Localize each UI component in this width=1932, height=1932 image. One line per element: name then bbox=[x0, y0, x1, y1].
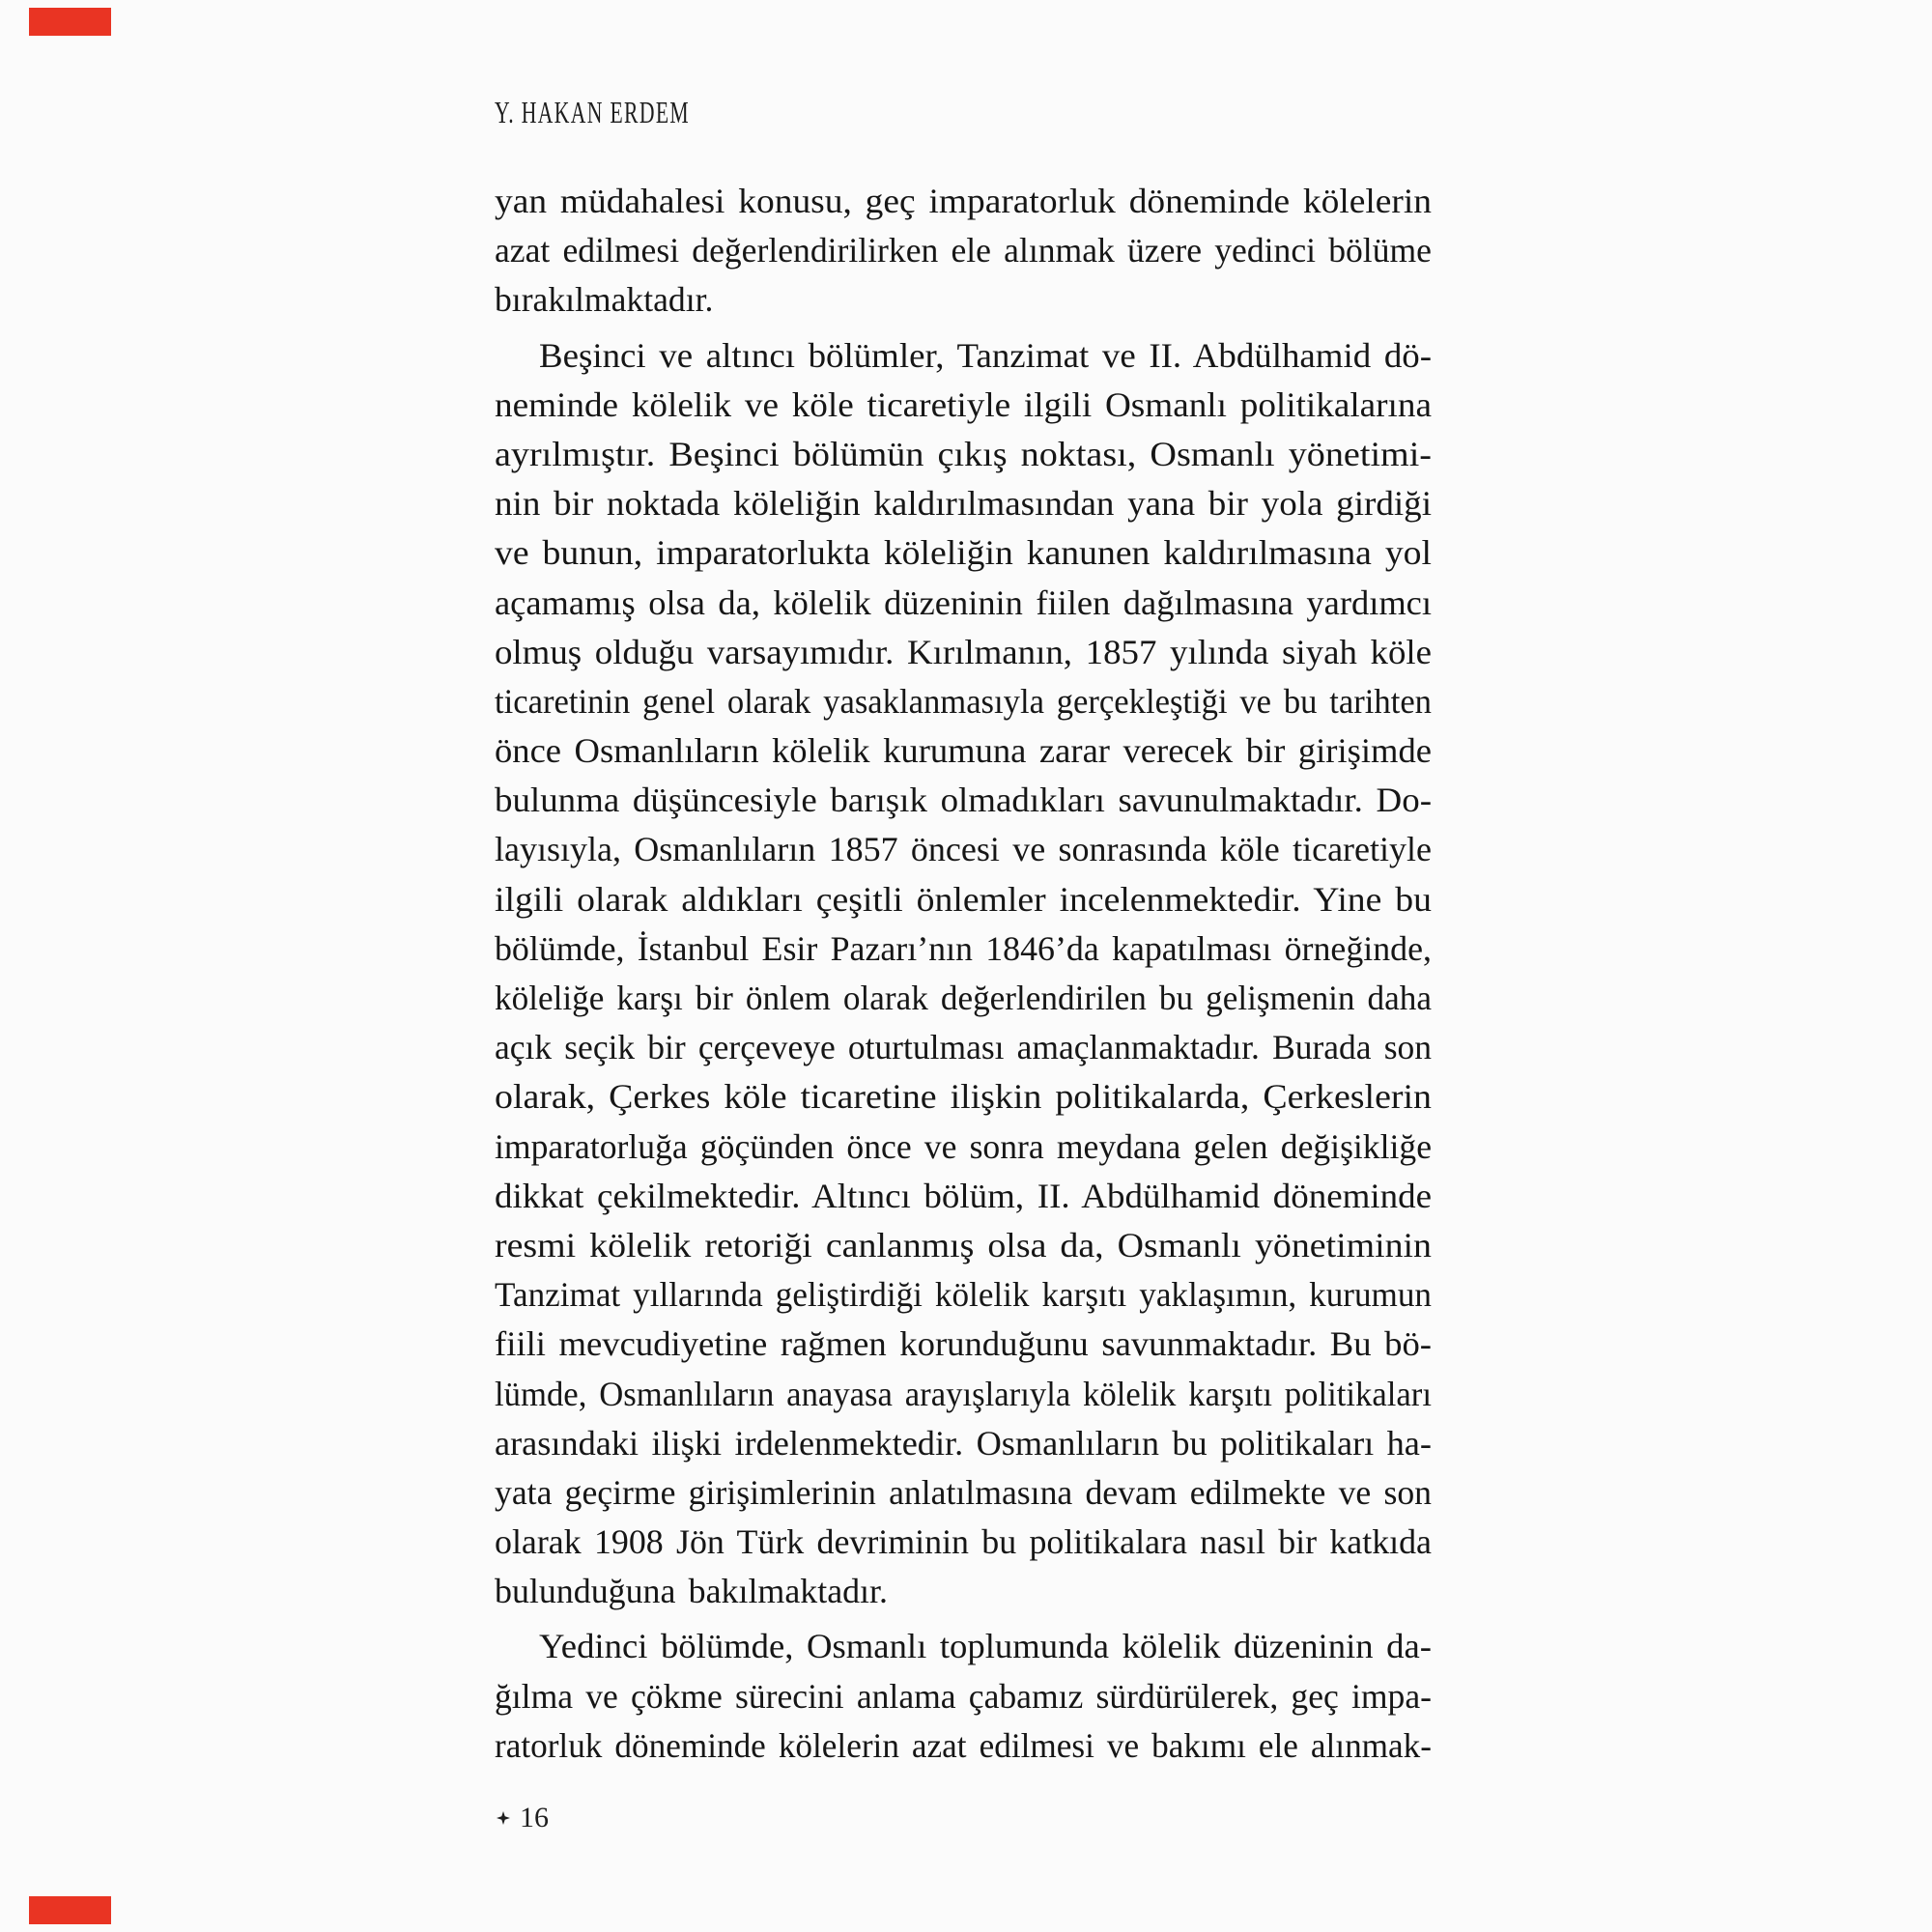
text-line: layısıyla, Osmanlıların 1857 öncesi ve sonrasında köle ticaretiyle bbox=[495, 830, 1432, 869]
text-line: ilgili olarak aldıkları çeşitli önlemler incelenmektedir. Yine bu bbox=[495, 879, 1432, 919]
red-corner-mark-top bbox=[29, 8, 111, 36]
paragraph bbox=[495, 177, 1432, 326]
page-footer bbox=[497, 1800, 549, 1836]
text-line: ayrılmıştır. Beşinci bölümün çıkış noktası, Osmanlı yönetimi- bbox=[495, 434, 1432, 473]
text-line: Beşinci ve altıncı bölümler, Tanzimat ve II. Abdülhamid dö- bbox=[539, 335, 1432, 375]
text-line: imparatorluğa göçünden önce ve sonra meydana gelen değişikliğe bbox=[495, 1126, 1432, 1166]
page-number: 16 bbox=[520, 1802, 549, 1833]
text-line: bölümde, İstanbul Esir Pazarı’nın 1846’da kapatılması örneğinde, bbox=[495, 928, 1432, 968]
text-line: nin bir noktada köleliğin kaldırılmasından yana bir yola girdiği bbox=[495, 484, 1432, 524]
paragraph bbox=[495, 1622, 1432, 1771]
text-line: bulunma düşüncesiyle barışık olmadıkları savunulmaktadır. Do- bbox=[495, 781, 1432, 820]
text-line: ğılma ve çökme sürecini anlama çabamız sürdürülerek, geç impa- bbox=[495, 1676, 1432, 1716]
text-line: dikkat çekilmektedir. Altıncı bölüm, II. Abdülhamid döneminde bbox=[495, 1176, 1432, 1215]
text-line: Yedinci bölümde, Osmanlı toplumunda kölelik düzeninin da- bbox=[539, 1627, 1432, 1666]
text-line: ve bunun, imparatorlukta köleliğin kanunen kaldırılmasına yol bbox=[495, 533, 1432, 573]
body-text bbox=[495, 177, 1432, 1771]
text-line: yata geçirme girişimlerinin anlatılmasına devam edilmekte ve son bbox=[495, 1472, 1432, 1512]
text-line: ticaretinin genel olarak yasaklanmasıyla gerçekleştiği ve bu tarihten bbox=[495, 681, 1432, 721]
red-corner-mark-bottom bbox=[29, 1896, 111, 1924]
text-line: köleliğe karşı bir önlem olarak değerlendirilen bu gelişmenin daha bbox=[495, 979, 1432, 1017]
four-pointed-star-icon bbox=[497, 1811, 510, 1825]
text-line: Tanzimat yıllarında geliştirdiği kölelik karşıtı yaklaşımın, kurumun bbox=[495, 1275, 1432, 1315]
text-line: fiili mevcudiyetine rağmen korunduğunu savunmaktadır. Bu bö- bbox=[495, 1324, 1432, 1364]
text-line: açamamış olsa da, kölelik düzeninin fiilen dağılmasına yardımcı bbox=[495, 582, 1432, 622]
text-line: bırakılmaktadır. bbox=[495, 280, 714, 320]
text-line: lümde, Osmanlıların anayasa arayışlarıyla kölelik karşıtı politikaları bbox=[495, 1374, 1432, 1413]
text-line: bulunduğuna bakılmaktadır. bbox=[495, 1572, 888, 1611]
text-line: neminde kölelik ve köle ticaretiyle ilgili Osmanlı politikalarına bbox=[495, 384, 1432, 424]
text-line: yan müdahalesi konusu, geç imparatorluk döneminde kölelerin bbox=[495, 182, 1432, 220]
text-line: ratorluk döneminde kölelerin azat edilmesi ve bakımı ele alınmak- bbox=[495, 1725, 1432, 1765]
text-line: olarak, Çerkes köle ticaretine ilişkin politikalarda, Çerkeslerin bbox=[495, 1077, 1432, 1117]
running-header bbox=[495, 93, 783, 131]
running-header-text: Y. HAKAN ERDEM bbox=[495, 95, 690, 129]
text-line: arasındaki ilişki irdelenmektedir. Osmanlıların bu politikaları ha- bbox=[495, 1423, 1432, 1463]
text-line: açık seçik bir çerçeveye oturtulması amaçlanmaktadır. Burada son bbox=[495, 1028, 1432, 1067]
text-line: resmi kölelik retoriği canlanmış olsa da, Osmanlı yönetiminin bbox=[495, 1225, 1432, 1264]
text-line: olarak 1908 Jön Türk devriminin bu politikalara nasıl bir katkıda bbox=[495, 1522, 1432, 1562]
text-line: olmuş olduğu varsayımıdır. Kırılmanın, 1857 yılında siyah köle bbox=[495, 632, 1432, 671]
text-line: önce Osmanlıların kölelik kurumuna zarar verecek bir girişimde bbox=[495, 731, 1432, 771]
paragraph bbox=[495, 331, 1432, 1617]
text-line: azat edilmesi değerlendirilirken ele alınmak üzere yedinci bölüme bbox=[495, 231, 1432, 270]
